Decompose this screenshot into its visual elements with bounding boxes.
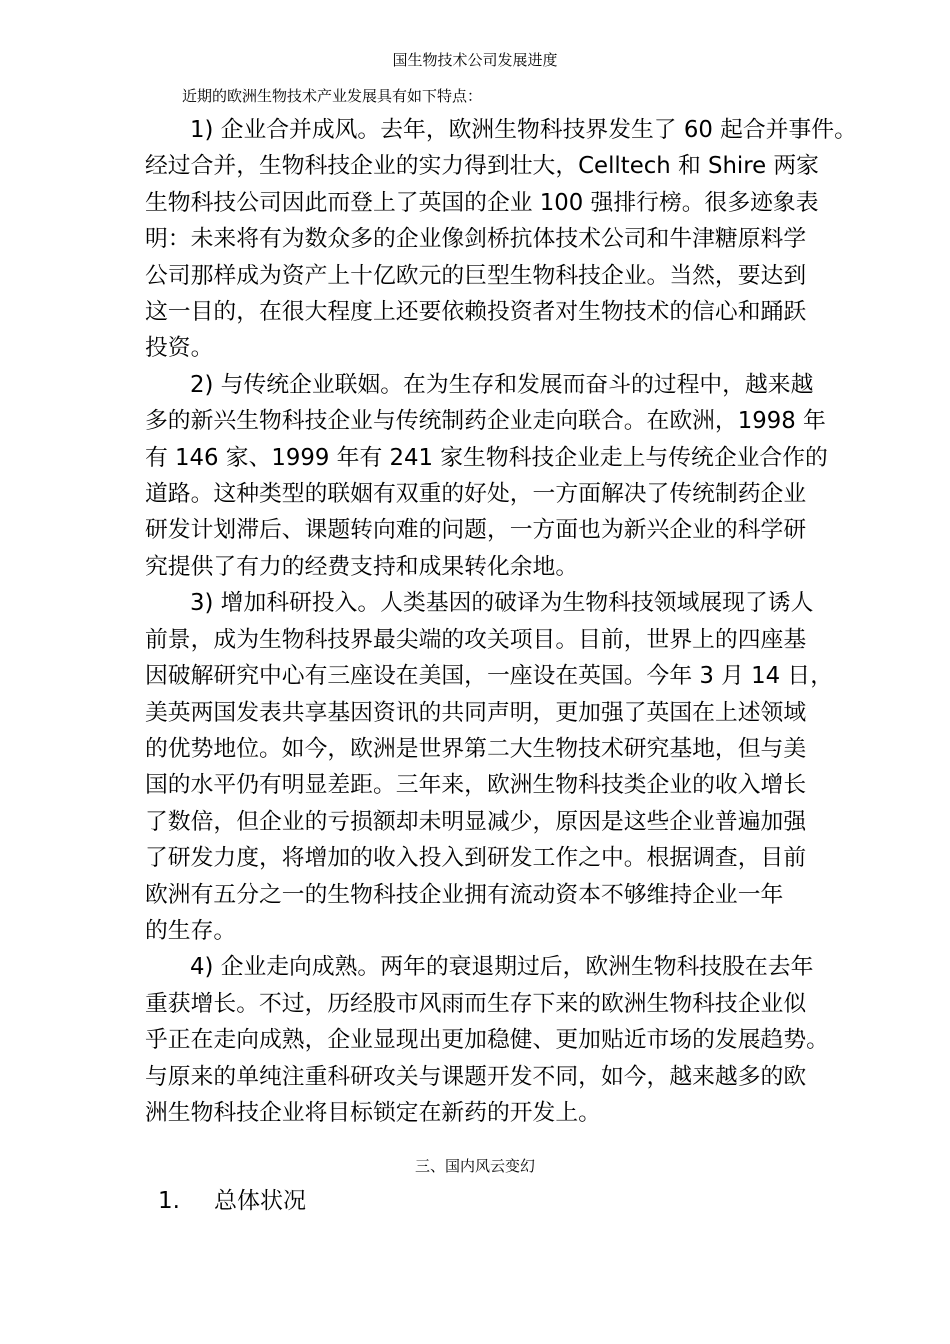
- paragraph-line: 3) 增加科研投入。人类基因的破译为生物科技领域展现了诱人: [190, 590, 814, 617]
- paragraph-line: 研发计划滞后、课题转向难的问题，一方面也为新兴企业的科学研: [145, 517, 807, 544]
- paragraph-4: [145, 949, 895, 1131]
- paragraph-line: 与原来的单纯注重科研攻关与课题开发不同，如今，越来越多的欧: [145, 1063, 807, 1090]
- paragraph-line: 国的水平仍有明显差距。三年来，欧洲生物科技类企业的收入增长: [145, 772, 807, 799]
- paragraph-line: 2) 与传统企业联姻。在为生存和发展而奋斗的过程中，越来越: [190, 371, 814, 398]
- section-title: 三、国内风云变幻: [414, 1157, 535, 1175]
- paragraph-2: [145, 367, 895, 585]
- paragraph-line: 的优势地位。如今，欧洲是世界第二大生物技术研究基地，但与美: [145, 735, 807, 762]
- paragraph-line: 前景，成为生物科技界最尖端的攻关项目。目前，世界上的四座基: [145, 626, 807, 653]
- paragraph-line: 明：未来将有为数众多的企业像剑桥抗体技术公司和牛津糖原料学: [145, 226, 807, 253]
- paragraph-line: 洲生物科技企业将目标锁定在新药的开发上。: [145, 1099, 601, 1126]
- paragraph-line: 4) 企业走向成熟。两年的衰退期过后，欧洲生物科技股在去年: [190, 954, 814, 981]
- paragraph-line: 了数倍，但企业的亏损额却未明显减少，原因是这些企业普遍加强: [145, 808, 807, 835]
- paragraph-3: [145, 585, 895, 949]
- document-header-title: 国生物技术公司发展进度: [392, 51, 558, 69]
- paragraph-line: 这一目的，在很大程度上还要依赖投资者对生物技术的信心和踊跃: [145, 299, 807, 326]
- paragraph-line: 的生存。: [145, 917, 237, 944]
- paragraph-line: 因破解研究中心有三座设在美国，一座设在英国。今年 3 月 14 日，: [145, 663, 834, 690]
- paragraph-line: 了研发力度，将增加的收入投入到研发工作之中。根据调查，目前: [145, 845, 807, 872]
- paragraph-line: 重获增长。不过，历经股市风雨而生存下来的欧洲生物科技企业似: [145, 990, 807, 1017]
- paragraph-line: 究提供了有力的经费支持和成果转化余地。: [145, 553, 579, 580]
- paragraph-line: 经过合并，生物科技企业的实力得到壮大，Celltech 和 Shire 两家: [145, 153, 819, 180]
- paragraph-line: 有 146 家、1999 年有 241 家生物科技企业走上与传统企业合作的: [145, 444, 828, 471]
- body-text: [145, 112, 895, 1131]
- subsection-number: 1.: [158, 1188, 180, 1214]
- paragraph-line: 多的新兴生物科技企业与传统制药企业走向联合。在欧洲，1998 年: [145, 408, 826, 435]
- paragraph-1: [145, 112, 895, 367]
- paragraph-line: 道路。这种类型的联姻有双重的好处，一方面解决了传统制药企业: [145, 481, 807, 508]
- subsection-title: 总体状况: [214, 1188, 306, 1214]
- subsection-heading: [158, 1184, 306, 1218]
- paragraph-line: 1) 企业合并成风。去年，欧洲生物科技界发生了 60 起合并事件。: [190, 117, 857, 143]
- paragraph-line: 乎正在走向成熟，企业显现出更加稳健、更加贴近市场的发展趋势。: [145, 1027, 829, 1054]
- paragraph-line: 投资。: [145, 335, 214, 362]
- paragraph-line: 生物科技公司因此而登上了英国的企业 100 强排行榜。很多迹象表: [145, 189, 819, 216]
- paragraph-line: 欧洲有五分之一的生物科技企业拥有流动资本不够维持企业一年: [145, 881, 784, 908]
- intro-line: 近期的欧洲生物技术产业发展具有如下特点：: [182, 87, 483, 105]
- paragraph-line: 美英两国发表共享基因资讯的共同声明，更加强了英国在上述领域: [145, 699, 807, 726]
- paragraph-line: 公司那样成为资产上十亿欧元的巨型生物科技企业。当然，要达到: [145, 262, 807, 289]
